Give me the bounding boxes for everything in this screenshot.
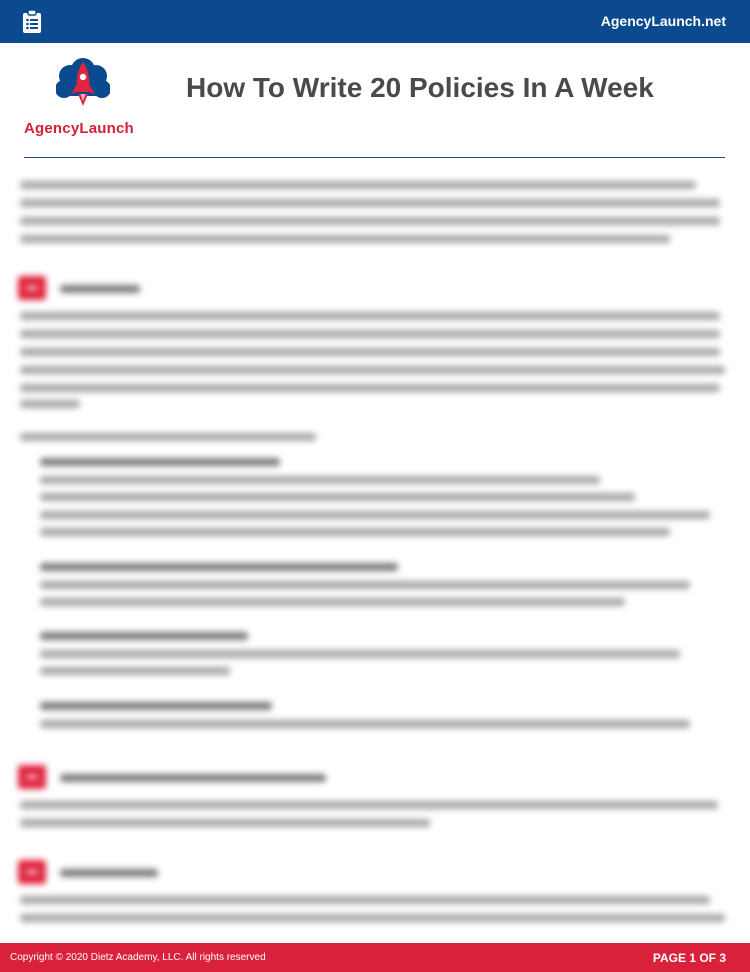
logo-text: AgencyLaunch [24, 120, 134, 137]
page-title: How To Write 20 Policies In A Week [186, 72, 654, 103]
clipboard-list-icon[interactable] [22, 10, 42, 33]
footer-bar [0, 943, 750, 972]
site-link[interactable]: AgencyLaunch.net [600, 13, 726, 29]
copyright-text: Copyright © 2020 Dietz Academy, LLC. All rights reserved [10, 952, 266, 963]
page-indicator: PAGE 1 OF 3 [652, 951, 726, 965]
brand-logo[interactable] [20, 56, 148, 140]
header-bar [0, 0, 750, 43]
rocket-icon [56, 56, 110, 114]
title-divider [24, 157, 725, 158]
